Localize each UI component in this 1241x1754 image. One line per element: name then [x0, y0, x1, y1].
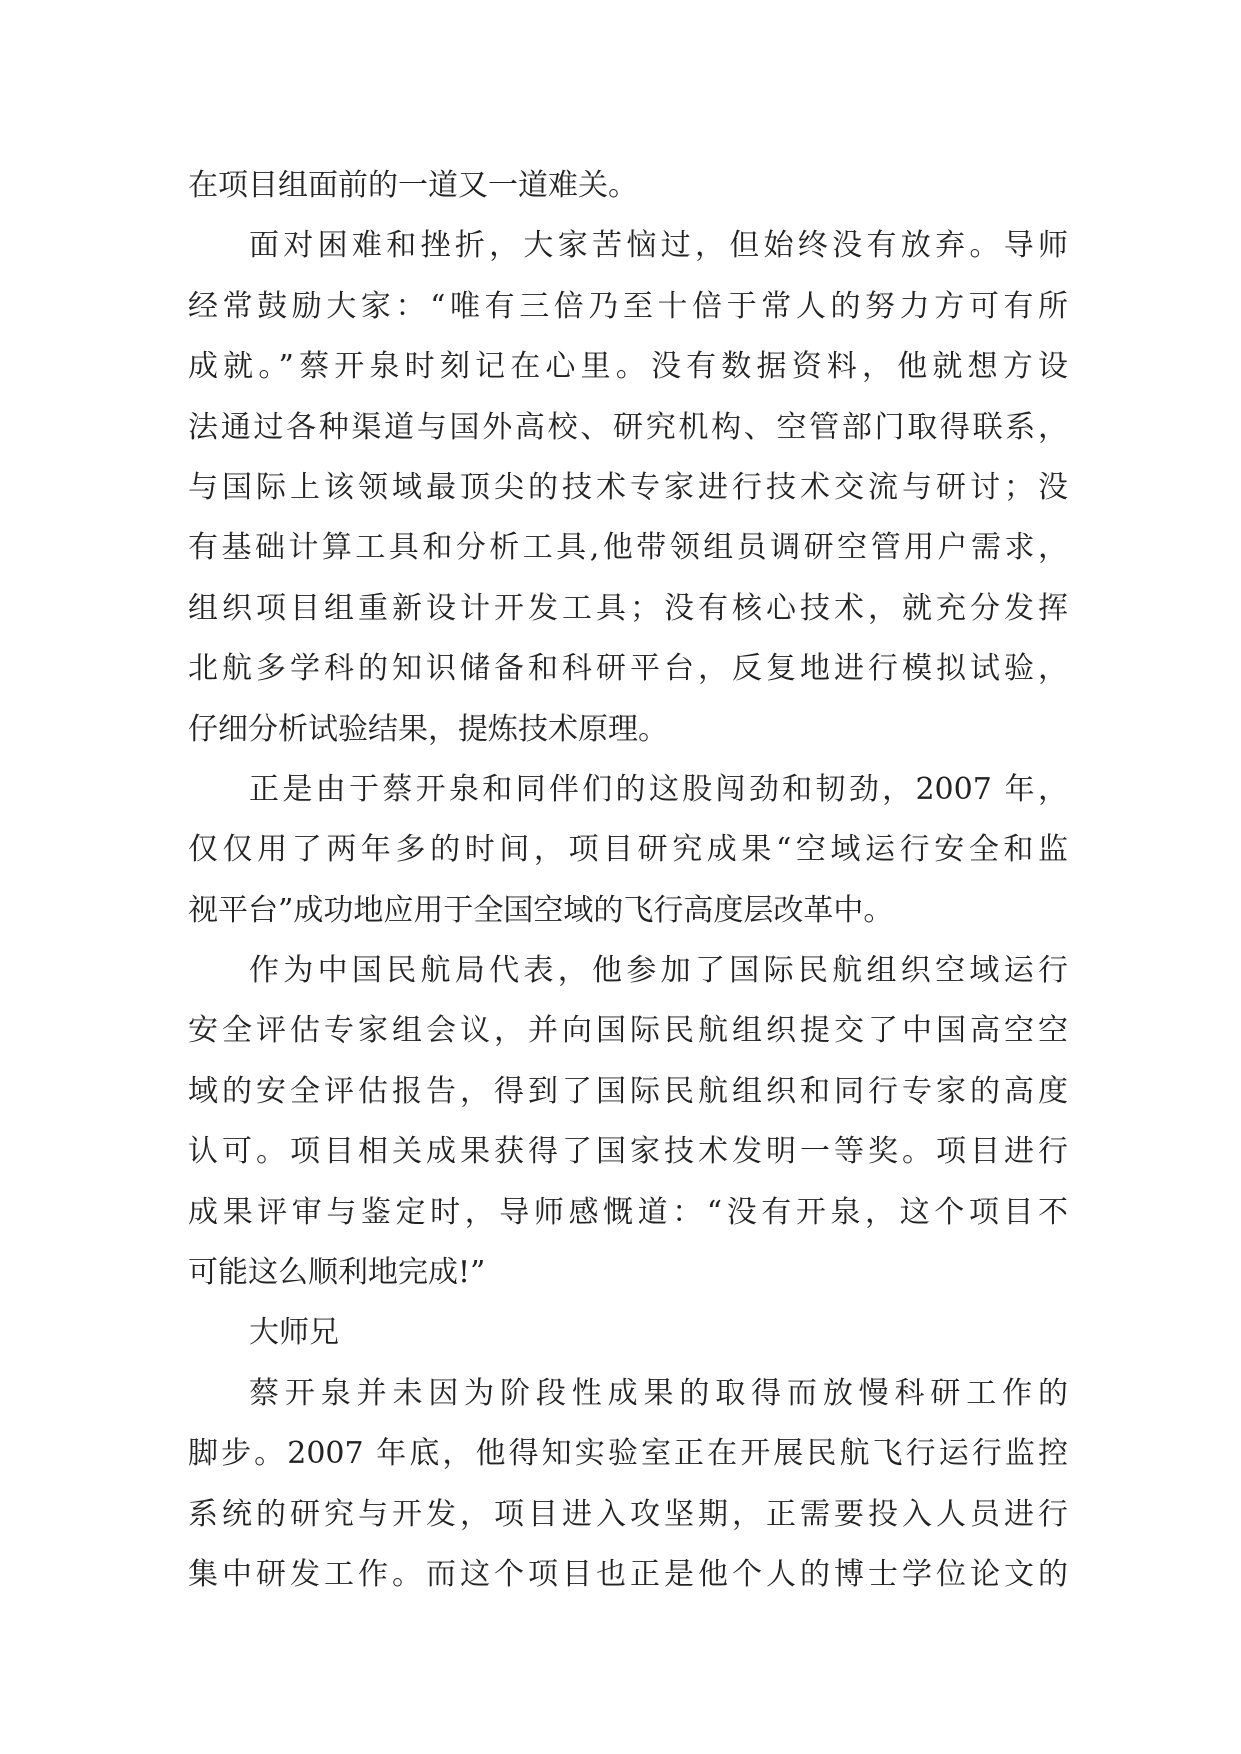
- text-line: 正是由于蔡开泉和同伴们的这股闯劲和韧劲，2007 年，: [249, 771, 1068, 807]
- text-line: 可能这么顺利地完成!”: [188, 1255, 486, 1291]
- text-line: 作为中国民航局代表，他参加了国际民航组织空域运行: [249, 953, 1068, 989]
- text-line: 认可。项目相关成果获得了国家技术发明一等奖。项目进行: [188, 1134, 1068, 1170]
- text-line: 域的安全评估报告，得到了国际民航组织和同行专家的高度: [188, 1073, 1068, 1109]
- text-line: 仅仅用了两年多的时间，项目研究成果“空域运行安全和监: [188, 832, 1068, 868]
- text-line: 成就。”蔡开泉时刻记在心里。没有数据资料，他就想方设: [188, 349, 1068, 385]
- text-line: 经常鼓励大家：“唯有三倍乃至十倍于常人的努力方可有所: [188, 288, 1068, 324]
- text-line: 面对困难和挫折，大家苦恼过，但始终没有放弃。导师: [249, 228, 1068, 264]
- text-line: 法通过各种渠道与国外高校、研究机构、空管部门取得联系，: [188, 409, 1068, 445]
- text-line: 视平台”成功地应用于全国空域的飞行高度层改革中。: [188, 892, 894, 928]
- text-line: 安全评估专家组会议，并向国际民航组织提交了中国高空空: [188, 1013, 1068, 1049]
- text-line: 组织项目组重新设计开发工具；没有核心技术，就充分发挥: [188, 590, 1068, 626]
- text-line: 成果评审与鉴定时，导师感慨道：“没有开泉，这个项目不: [188, 1194, 1068, 1230]
- text-line: 在项目组面前的一道又一道难关。: [188, 168, 638, 203]
- text-line: 蔡开泉并未因为阶段性成果的取得而放慢科研工作的: [249, 1375, 1068, 1411]
- text-line: 仔细分析试验结果，提炼技术原理。: [188, 711, 668, 747]
- text-line: 有基础计算工具和分析工具,他带领组员调研空管用户需求，: [188, 530, 1068, 566]
- text-line: 集中研发工作。而这个项目也正是他个人的博士学位论文的: [188, 1556, 1068, 1592]
- text-line: 与国际上该领域最顶尖的技术专家进行技术交流与研讨；没: [188, 469, 1068, 505]
- text-line: 脚步。2007 年底，他得知实验室正在开展民航飞行运行监控: [188, 1436, 1068, 1472]
- section-heading: 大师兄: [249, 1315, 339, 1351]
- body-text: [188, 156, 1068, 1605]
- text-line: 系统的研究与开发，项目进入攻坚期，正需要投入人员进行: [188, 1496, 1068, 1532]
- text-line: 北航多学科的知识储备和科研平台，反复地进行模拟试验，: [188, 651, 1068, 687]
